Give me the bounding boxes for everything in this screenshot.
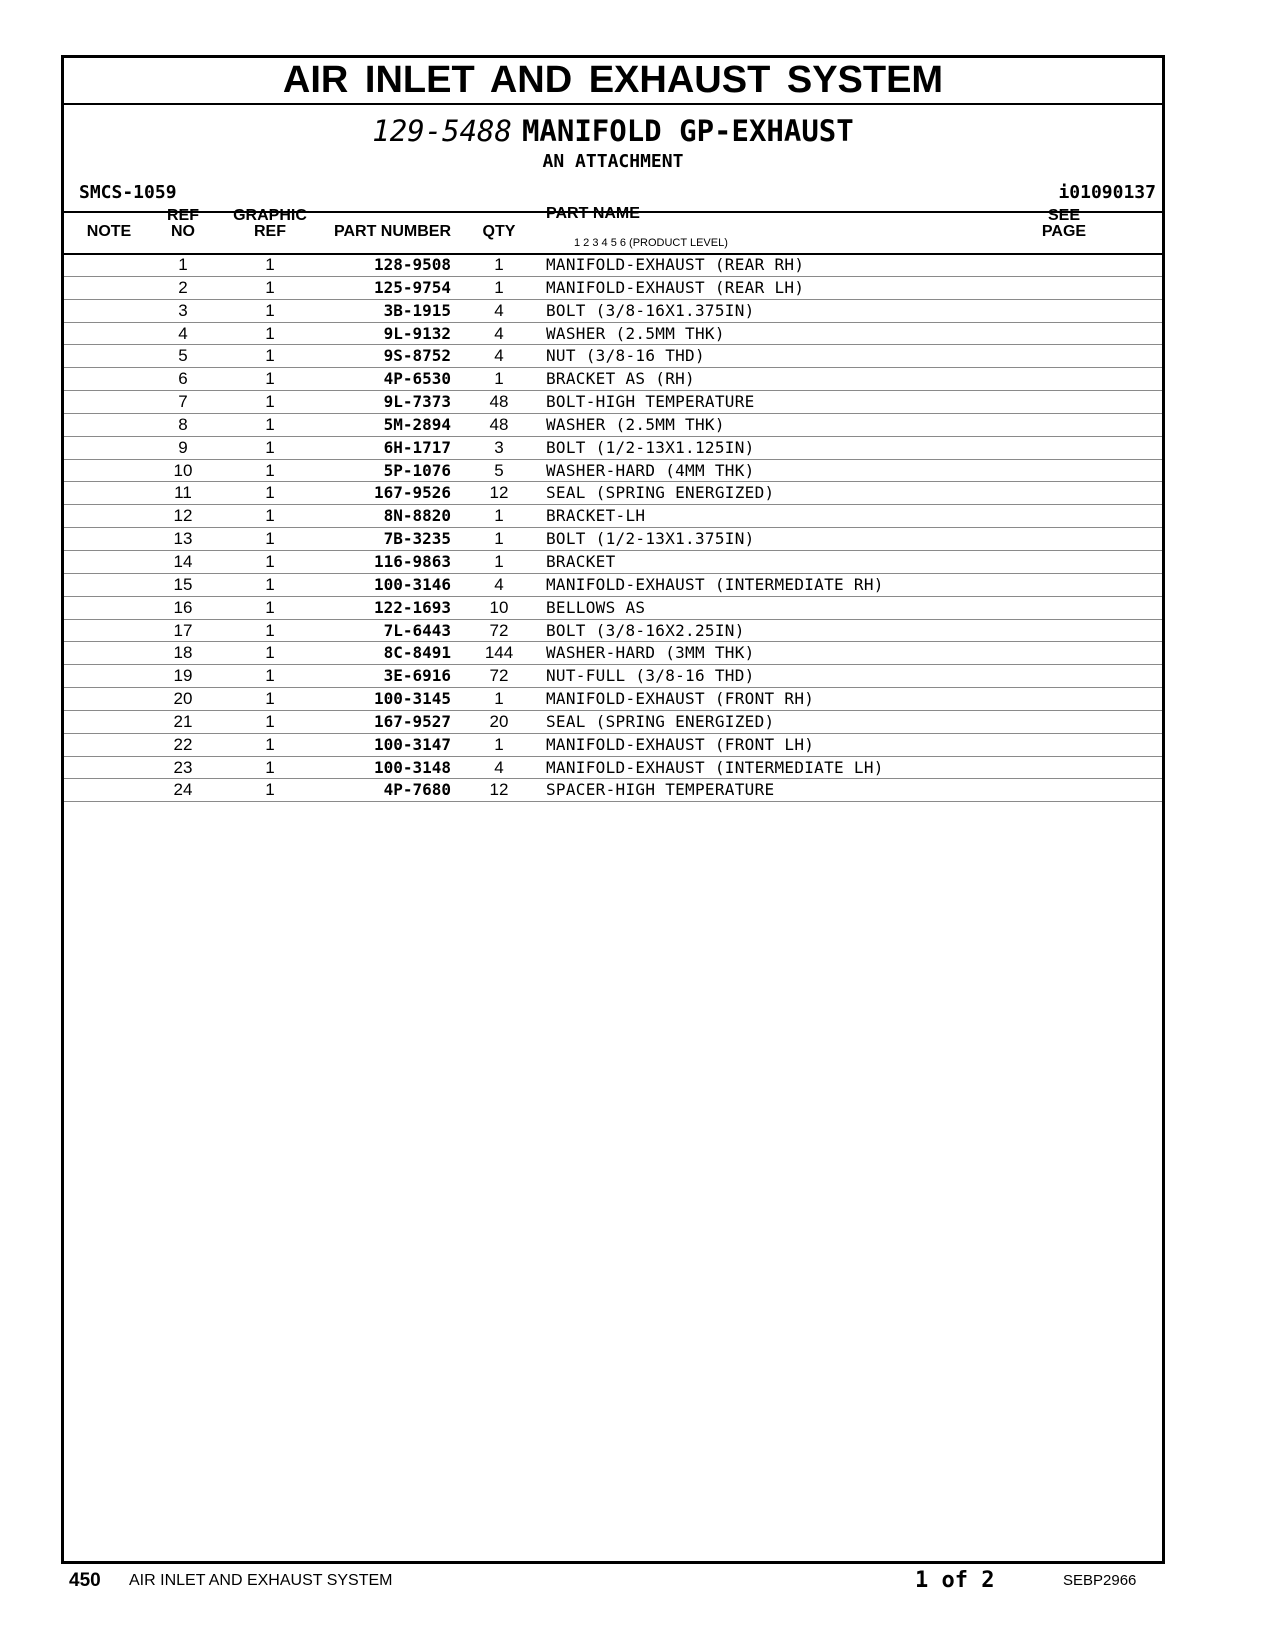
parts-table [64,254,1162,802]
ref-no-cell: 16 [173,597,193,617]
footer-sheet: 1 of 2 [915,1568,995,1593]
qty-cell: 20 [489,711,509,731]
parts-page-frame [61,55,1165,1564]
table-row [64,620,1162,643]
part-name-cell: BOLT (3/8-16X2.25IN) [546,620,745,640]
part-number-cell: 7L-6443 [383,620,451,640]
ref-no-cell: 12 [173,506,193,526]
part-name-cell: BRACKET [546,551,616,571]
qty-cell: 1 [494,689,504,709]
graphic-ref-cell: 1 [265,551,275,571]
qty-cell: 1 [494,551,504,571]
table-row [64,323,1162,346]
ref-no-cell: 22 [173,734,193,754]
ref-no-cell: 4 [178,323,188,343]
qty-cell: 10 [489,597,509,617]
graphic-ref-cell: 1 [265,780,275,800]
qty-cell: 48 [489,392,509,412]
table-row [64,254,1162,277]
part-number-cell: 100-3148 [373,757,451,777]
table-row [64,757,1162,780]
part-number-cell: 4P-6530 [383,369,451,389]
graphic-ref-cell: 1 [265,506,275,526]
graphic-ref-cell: 1 [265,300,275,320]
part-number-cell: 128-9508 [373,255,451,274]
qty-cell: 144 [484,643,514,663]
ref-no-cell: 3 [178,300,188,320]
part-number-cell: 100-3145 [373,689,451,709]
col-see-header-bottom: PAGE [1041,223,1087,240]
qty-cell: 1 [494,529,504,549]
table-row [64,528,1162,551]
part-name-cell: WASHER-HARD (3MM THK) [546,643,755,663]
part-number-cell: 3B-1915 [383,300,451,320]
graphic-ref-cell: 1 [265,392,275,412]
qty-cell: 1 [494,255,504,274]
group-heading [64,114,1162,148]
footer-document-number: SEBP2966 [1063,1572,1137,1589]
part-name-cell: MANIFOLD-EXHAUST (REAR RH) [546,255,805,274]
table-row [64,391,1162,414]
ref-no-cell: 1 [178,255,188,274]
ref-no-cell: 5 [178,346,188,366]
graphic-ref-cell: 1 [265,460,275,480]
ref-no-cell: 17 [173,620,193,640]
graphic-ref-cell: 1 [265,369,275,389]
table-row [64,345,1162,368]
col-note-header: NOTE [86,223,132,240]
table-row [64,505,1162,528]
part-number-cell: 7B-3235 [383,529,451,549]
table-row [64,437,1162,460]
graphic-ref-cell: 1 [265,597,275,617]
graphic-ref-cell: 1 [265,620,275,640]
graphic-ref-cell: 1 [265,277,275,297]
graphic-ref-cell: 1 [265,437,275,457]
graphic-ref-cell: 1 [265,666,275,686]
graphic-ref-cell: 1 [265,643,275,663]
graphic-ref-cell: 1 [265,734,275,754]
table-row [64,368,1162,391]
ref-no-cell: 15 [173,574,193,594]
ref-no-cell: 14 [173,551,193,571]
ref-no-cell: 19 [173,666,193,686]
table-row [64,482,1162,505]
ref-no-cell: 13 [173,529,193,549]
qty-cell: 48 [489,414,509,434]
qty-cell: 4 [494,757,504,777]
qty-cell: 1 [494,734,504,754]
qty-cell: 5 [494,460,504,480]
qty-cell: 72 [489,666,509,686]
smcs-code: SMCS-1059 [79,182,177,203]
part-number-cell: 167-9526 [373,483,451,503]
col-part-number-header: PART NUMBER [333,223,451,240]
part-name-cell: MANIFOLD-EXHAUST (INTERMEDIATE RH) [546,574,884,594]
part-name-cell: BELLOWS AS [546,597,646,617]
col-see-header-top: SEE [1047,207,1080,224]
illustration-id: i01090137 [1058,182,1156,203]
part-number-cell: 122-1693 [373,597,451,617]
attachment-label: AN ATTACHMENT [542,151,684,172]
table-row [64,688,1162,711]
part-name-cell: BOLT (3/8-16X1.375IN) [546,300,755,320]
part-number-cell: 5M-2894 [383,414,451,434]
graphic-ref-cell: 1 [265,529,275,549]
part-name-cell: WASHER (2.5MM THK) [546,414,725,434]
part-number-cell: 100-3146 [373,574,451,594]
qty-cell: 3 [494,437,504,457]
ref-no-cell: 10 [173,460,193,480]
part-name-cell: BOLT-HIGH TEMPERATURE [546,392,755,412]
table-row [64,414,1162,437]
part-name-cell: MANIFOLD-EXHAUST (FRONT LH) [546,734,815,754]
ref-no-cell: 8 [178,414,188,434]
part-name-cell: WASHER-HARD (4MM THK) [546,460,755,480]
qty-cell: 4 [494,323,504,343]
footer-section: AIR INLET AND EXHAUST SYSTEM [129,1572,393,1589]
ref-no-cell: 11 [174,483,192,503]
part-number-cell: 125-9754 [373,277,451,297]
col-ref-header-bottom: NO [171,223,195,240]
part-name-cell: MANIFOLD-EXHAUST (REAR LH) [546,277,805,297]
part-name-cell: BOLT (1/2-13X1.375IN) [546,529,755,549]
qty-cell: 12 [489,780,509,800]
col-graphic-header-top: GRAPHIC [233,207,307,224]
part-name-cell: NUT-FULL (3/8-16 THD) [546,666,755,686]
graphic-ref-cell: 1 [265,323,275,343]
qty-cell: 1 [494,277,504,297]
qty-cell: 72 [489,620,509,640]
section-title: AIR INLET AND EXHAUST SYSTEM [64,58,1162,105]
part-name-cell: BOLT (1/2-13X1.125IN) [546,437,755,457]
graphic-ref-cell: 1 [265,689,275,709]
part-name-cell: NUT (3/8-16 THD) [546,346,705,366]
qty-cell: 4 [494,346,504,366]
part-number-cell: 116-9863 [373,551,451,571]
col-ref-header-top: REF [167,207,199,224]
part-number-cell: 100-3147 [373,734,451,754]
part-name-cell: MANIFOLD-EXHAUST (INTERMEDIATE LH) [546,757,884,777]
table-row [64,642,1162,665]
part-number-cell: 4P-7680 [383,780,451,800]
ref-no-cell: 2 [178,277,188,297]
qty-cell: 4 [494,574,504,594]
group-part-title: MANIFOLD GP-EXHAUST [521,114,854,148]
graphic-ref-cell: 1 [265,757,275,777]
graphic-ref-cell: 1 [265,483,275,503]
graphic-ref-cell: 1 [265,711,275,731]
qty-cell: 4 [494,300,504,320]
table-row [64,574,1162,597]
qty-cell: 1 [494,506,504,526]
part-name-cell: MANIFOLD-EXHAUST (FRONT RH) [546,689,815,709]
graphic-ref-cell: 1 [265,346,275,366]
part-number-cell: 6H-1717 [383,437,451,457]
ref-no-cell: 9 [178,437,188,457]
footer-page-number: 450 [69,1570,101,1591]
col-graphic-header-bottom: REF [254,223,286,240]
product-level-labels: 1 2 3 4 5 6 (PRODUCT LEVEL) [574,237,728,249]
table-row [64,597,1162,620]
part-number-cell: 9L-9132 [383,323,451,343]
table-row [64,711,1162,734]
part-name-cell: SEAL (SPRING ENERGIZED) [546,711,775,731]
col-part-name-header: PART NAME [546,205,640,222]
ref-no-cell: 20 [173,689,193,709]
part-number-cell: 8C-8491 [383,643,451,663]
table-row [64,665,1162,688]
table-row [64,779,1162,802]
table-row [64,300,1162,323]
part-name-cell: BRACKET AS (RH) [546,369,695,389]
part-number-cell: 9S-8752 [383,346,451,366]
graphic-ref-cell: 1 [265,574,275,594]
qty-cell: 1 [494,369,504,389]
part-number-cell: 5P-1076 [383,460,451,480]
group-part-number: 129-5488 [372,114,512,148]
table-row [64,277,1162,300]
qty-cell: 12 [489,483,509,503]
col-qty-header: QTY [482,223,516,240]
part-number-cell: 9L-7373 [383,392,451,412]
ref-no-cell: 24 [173,780,193,800]
table-row [64,460,1162,483]
part-number-cell: 8N-8820 [383,506,451,526]
table-row [64,551,1162,574]
part-number-cell: 167-9527 [373,711,451,731]
part-number-cell: 3E-6916 [383,666,451,686]
part-name-cell: WASHER (2.5MM THK) [546,323,725,343]
ref-no-cell: 7 [178,392,188,412]
part-name-cell: BRACKET-LH [546,506,646,526]
ref-no-cell: 23 [173,757,193,777]
part-name-cell: SEAL (SPRING ENERGIZED) [546,483,775,503]
part-name-cell: SPACER-HIGH TEMPERATURE [546,780,775,800]
table-row [64,734,1162,757]
ref-no-cell: 6 [178,369,188,389]
graphic-ref-cell: 1 [265,414,275,434]
ref-no-cell: 18 [173,643,193,663]
ref-no-cell: 21 [173,711,193,731]
graphic-ref-cell: 1 [265,255,275,274]
